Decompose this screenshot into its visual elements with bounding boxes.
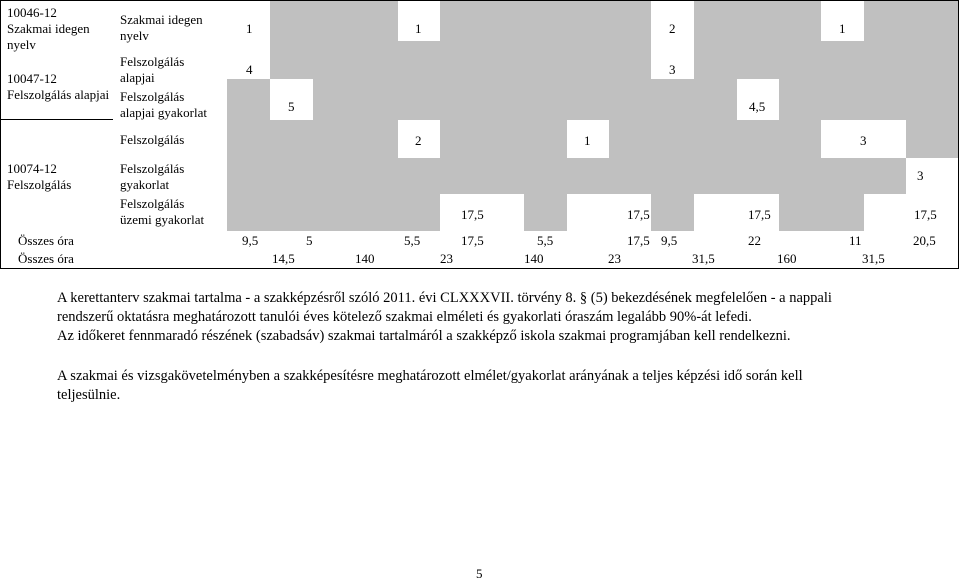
paragraph-line: teljesülnie.: [57, 387, 121, 403]
paragraph-line: rendszerű oktatásra meghatározott tanulói éves kötelező szakmai elméleti és gyakorlati óraszám legalább 90%-át lefedi.: [57, 309, 752, 325]
cell-value: 17,5: [461, 207, 484, 222]
total-value: 23: [440, 251, 453, 266]
subject-name: Szakmai idegen: [120, 12, 203, 27]
total-label: Összes óra: [18, 251, 74, 266]
paragraph-curriculum: [57, 289, 905, 346]
cell-value: 1: [246, 21, 253, 36]
module-name-10047: Felszolgálás alapjai: [7, 87, 110, 102]
total-value: 22: [748, 233, 761, 248]
total-value: 160: [777, 251, 797, 266]
cell-value: 3: [917, 168, 924, 183]
module-name-10074: Felszolgálás: [7, 177, 72, 192]
total-value: 140: [355, 251, 375, 266]
total-value: 23: [608, 251, 621, 266]
cell-value: 17,5: [914, 207, 937, 222]
cell-value: 4,5: [749, 99, 766, 114]
module-code-10047: 10047-12: [7, 71, 57, 86]
total-value: 17,5: [627, 233, 650, 248]
module-code-10074: 10074-12: [7, 161, 57, 176]
module-name-line1: Szakmai idegen: [7, 21, 90, 36]
total-value: 140: [524, 251, 544, 266]
subject-name: Felszolgálás: [120, 132, 185, 147]
cell-value: 4: [246, 62, 253, 77]
paragraph-line: A kerettanterv szakmai tartalma - a szakképzésről szóló 2011. évi CLXXXVII. törvény 8. § (5) bekezdésének megfelelően - a nappali: [57, 290, 832, 306]
subject-name: alapjai gyakorlat: [120, 105, 207, 120]
total-label: Összes óra: [18, 233, 74, 248]
cell-value: 5: [288, 99, 295, 114]
cell-value: 17,5: [748, 207, 771, 222]
subject-name: gyakorlat: [120, 177, 170, 192]
module-name-line2: nyelv: [7, 37, 36, 52]
subject-name: nyelv: [120, 28, 149, 43]
total-value: 11: [849, 233, 862, 248]
total-value: 9,5: [242, 233, 259, 248]
subject-name: üzemi gyakorlat: [120, 212, 205, 227]
paragraph-ratio: [57, 367, 905, 405]
total-value: 9,5: [661, 233, 678, 248]
total-value: 20,5: [913, 233, 936, 248]
cell-value: 1: [415, 21, 422, 36]
total-value: 5: [306, 233, 313, 248]
total-value: 5,5: [537, 233, 554, 248]
cell-value: 1: [584, 133, 591, 148]
subject-name: Felszolgálás: [120, 54, 185, 69]
cell-value: 3: [669, 62, 676, 77]
subject-name: Felszolgálás: [120, 196, 185, 211]
cell-value: 2: [415, 133, 422, 148]
total-value: 5,5: [404, 233, 421, 248]
cell-value: 1: [839, 21, 846, 36]
curriculum-table: [0, 0, 959, 270]
subject-name: Felszolgálás: [120, 89, 185, 104]
module-code-10046: 10046-12: [7, 5, 57, 20]
page-number: 5: [476, 566, 483, 581]
subject-name: alapjai: [120, 70, 155, 85]
cell-value: 3: [860, 133, 867, 148]
total-value: 14,5: [272, 251, 295, 266]
paragraph-line: Az időkeret fennmaradó részének (szabadsáv) szakmai tartalmáról a szakképző iskola szakmai programjában kell rendelkezni.: [57, 328, 791, 344]
subject-name: Felszolgálás: [120, 161, 185, 176]
total-value: 31,5: [692, 251, 715, 266]
cell-value: 2: [669, 21, 676, 36]
total-value: 31,5: [862, 251, 885, 266]
cell-value: 17,5: [627, 207, 650, 222]
total-value: 17,5: [461, 233, 484, 248]
paragraph-line: A szakmai és vizsgakövetelményben a szakképesítésre meghatározott elmélet/gyakorlat arányának a teljes képzési idő során kell: [57, 368, 803, 384]
